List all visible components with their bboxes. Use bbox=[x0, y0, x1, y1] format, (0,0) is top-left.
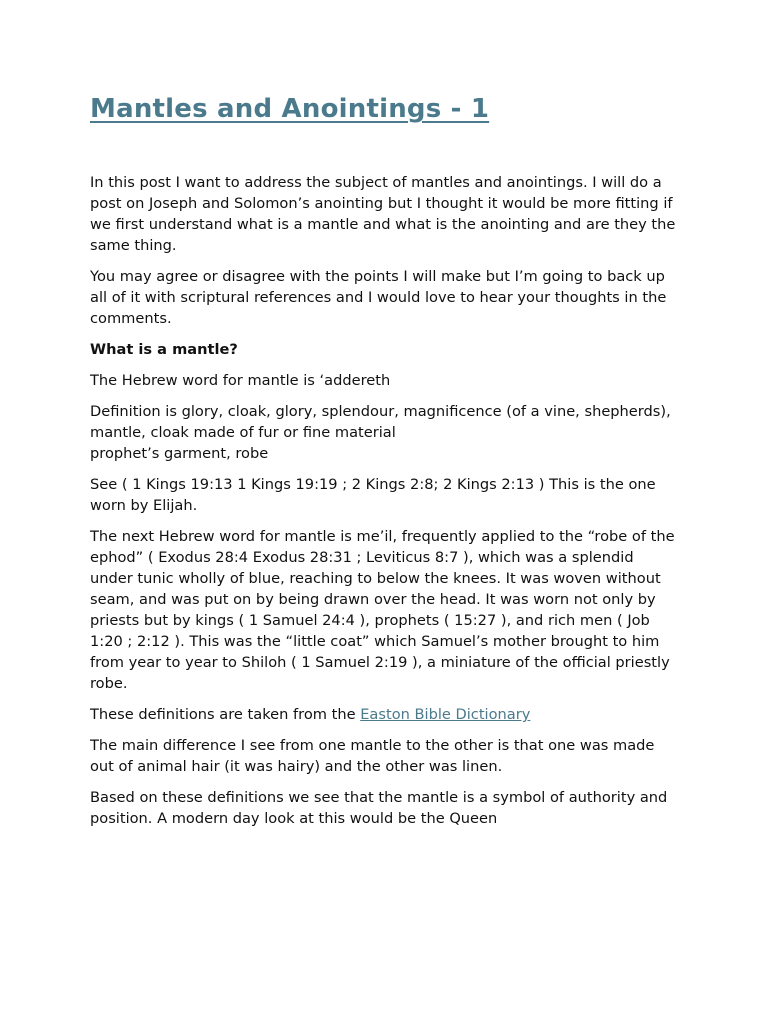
paragraph-source bbox=[90, 704, 680, 725]
source-prefix: These definitions are taken from the bbox=[90, 706, 361, 723]
definition-line-1: Definition is glory, cloak, glory, splendour, magnificence (of a vine, shepherds), mantle, cloak made of fur or fine material bbox=[90, 403, 671, 441]
paragraph-elijah-references: See ( 1 Kings 19:13 1 Kings 19:19 ; 2 Kings 2:8; 2 Kings 2:13 ) This is the one worn by Elijah. bbox=[90, 476, 656, 514]
paragraph-definition bbox=[90, 401, 680, 464]
document-page bbox=[90, 92, 680, 839]
paragraph-authority: Based on these definitions we see that the mantle is a symbol of authority and position. A modern day look at this would be the Queen bbox=[90, 789, 668, 827]
paragraph-difference: The main difference I see from one mantle to the other is that one was made out of animal hair (it was hairy) and the other was linen. bbox=[90, 737, 655, 775]
paragraph-intro: In this post I want to address the subject of mantles and anointings. I will do a post on Joseph and Solomon’s anointing but I thought it would be more fitting if we first understand what is a mantle and what is the anointing and are they the same thing. bbox=[90, 174, 676, 254]
easton-bible-dictionary-link[interactable]: Easton Bible Dictionary bbox=[360, 706, 531, 723]
definition-line-2: prophet’s garment, robe bbox=[90, 445, 269, 462]
document-body bbox=[90, 172, 680, 829]
paragraph-hebrew-word: The Hebrew word for mantle is ‘addereth bbox=[90, 372, 391, 389]
page-title: Mantles and Anointings - 1 bbox=[90, 94, 490, 124]
paragraph-agree-disagree: You may agree or disagree with the points I will make but I’m going to back up all of it with scriptural references and I would love to hear your thoughts in the comments. bbox=[90, 268, 667, 327]
section-heading-what-is-mantle: What is a mantle? bbox=[90, 341, 238, 358]
paragraph-meil: The next Hebrew word for mantle is me’il, frequently applied to the “robe of the ephod” ( Exodus 28:4 Exodus 28:31 ; Leviticus 8:7 ), which was a splendid under tunic wholly of blue, reaching to below the knees. It was woven without seam, and was put on by being drawn over the head. It was worn not only by priests but by kings ( 1 Samuel 24:4 ), prophets ( 15:27 ), and rich men ( Job 1:20 ; 2:12 ). This was the “little coat” which Samuel’s mother brought to him from year to year to Shiloh ( 1 Samuel 2:19 ), a miniature of the official priestly robe. bbox=[90, 528, 675, 692]
